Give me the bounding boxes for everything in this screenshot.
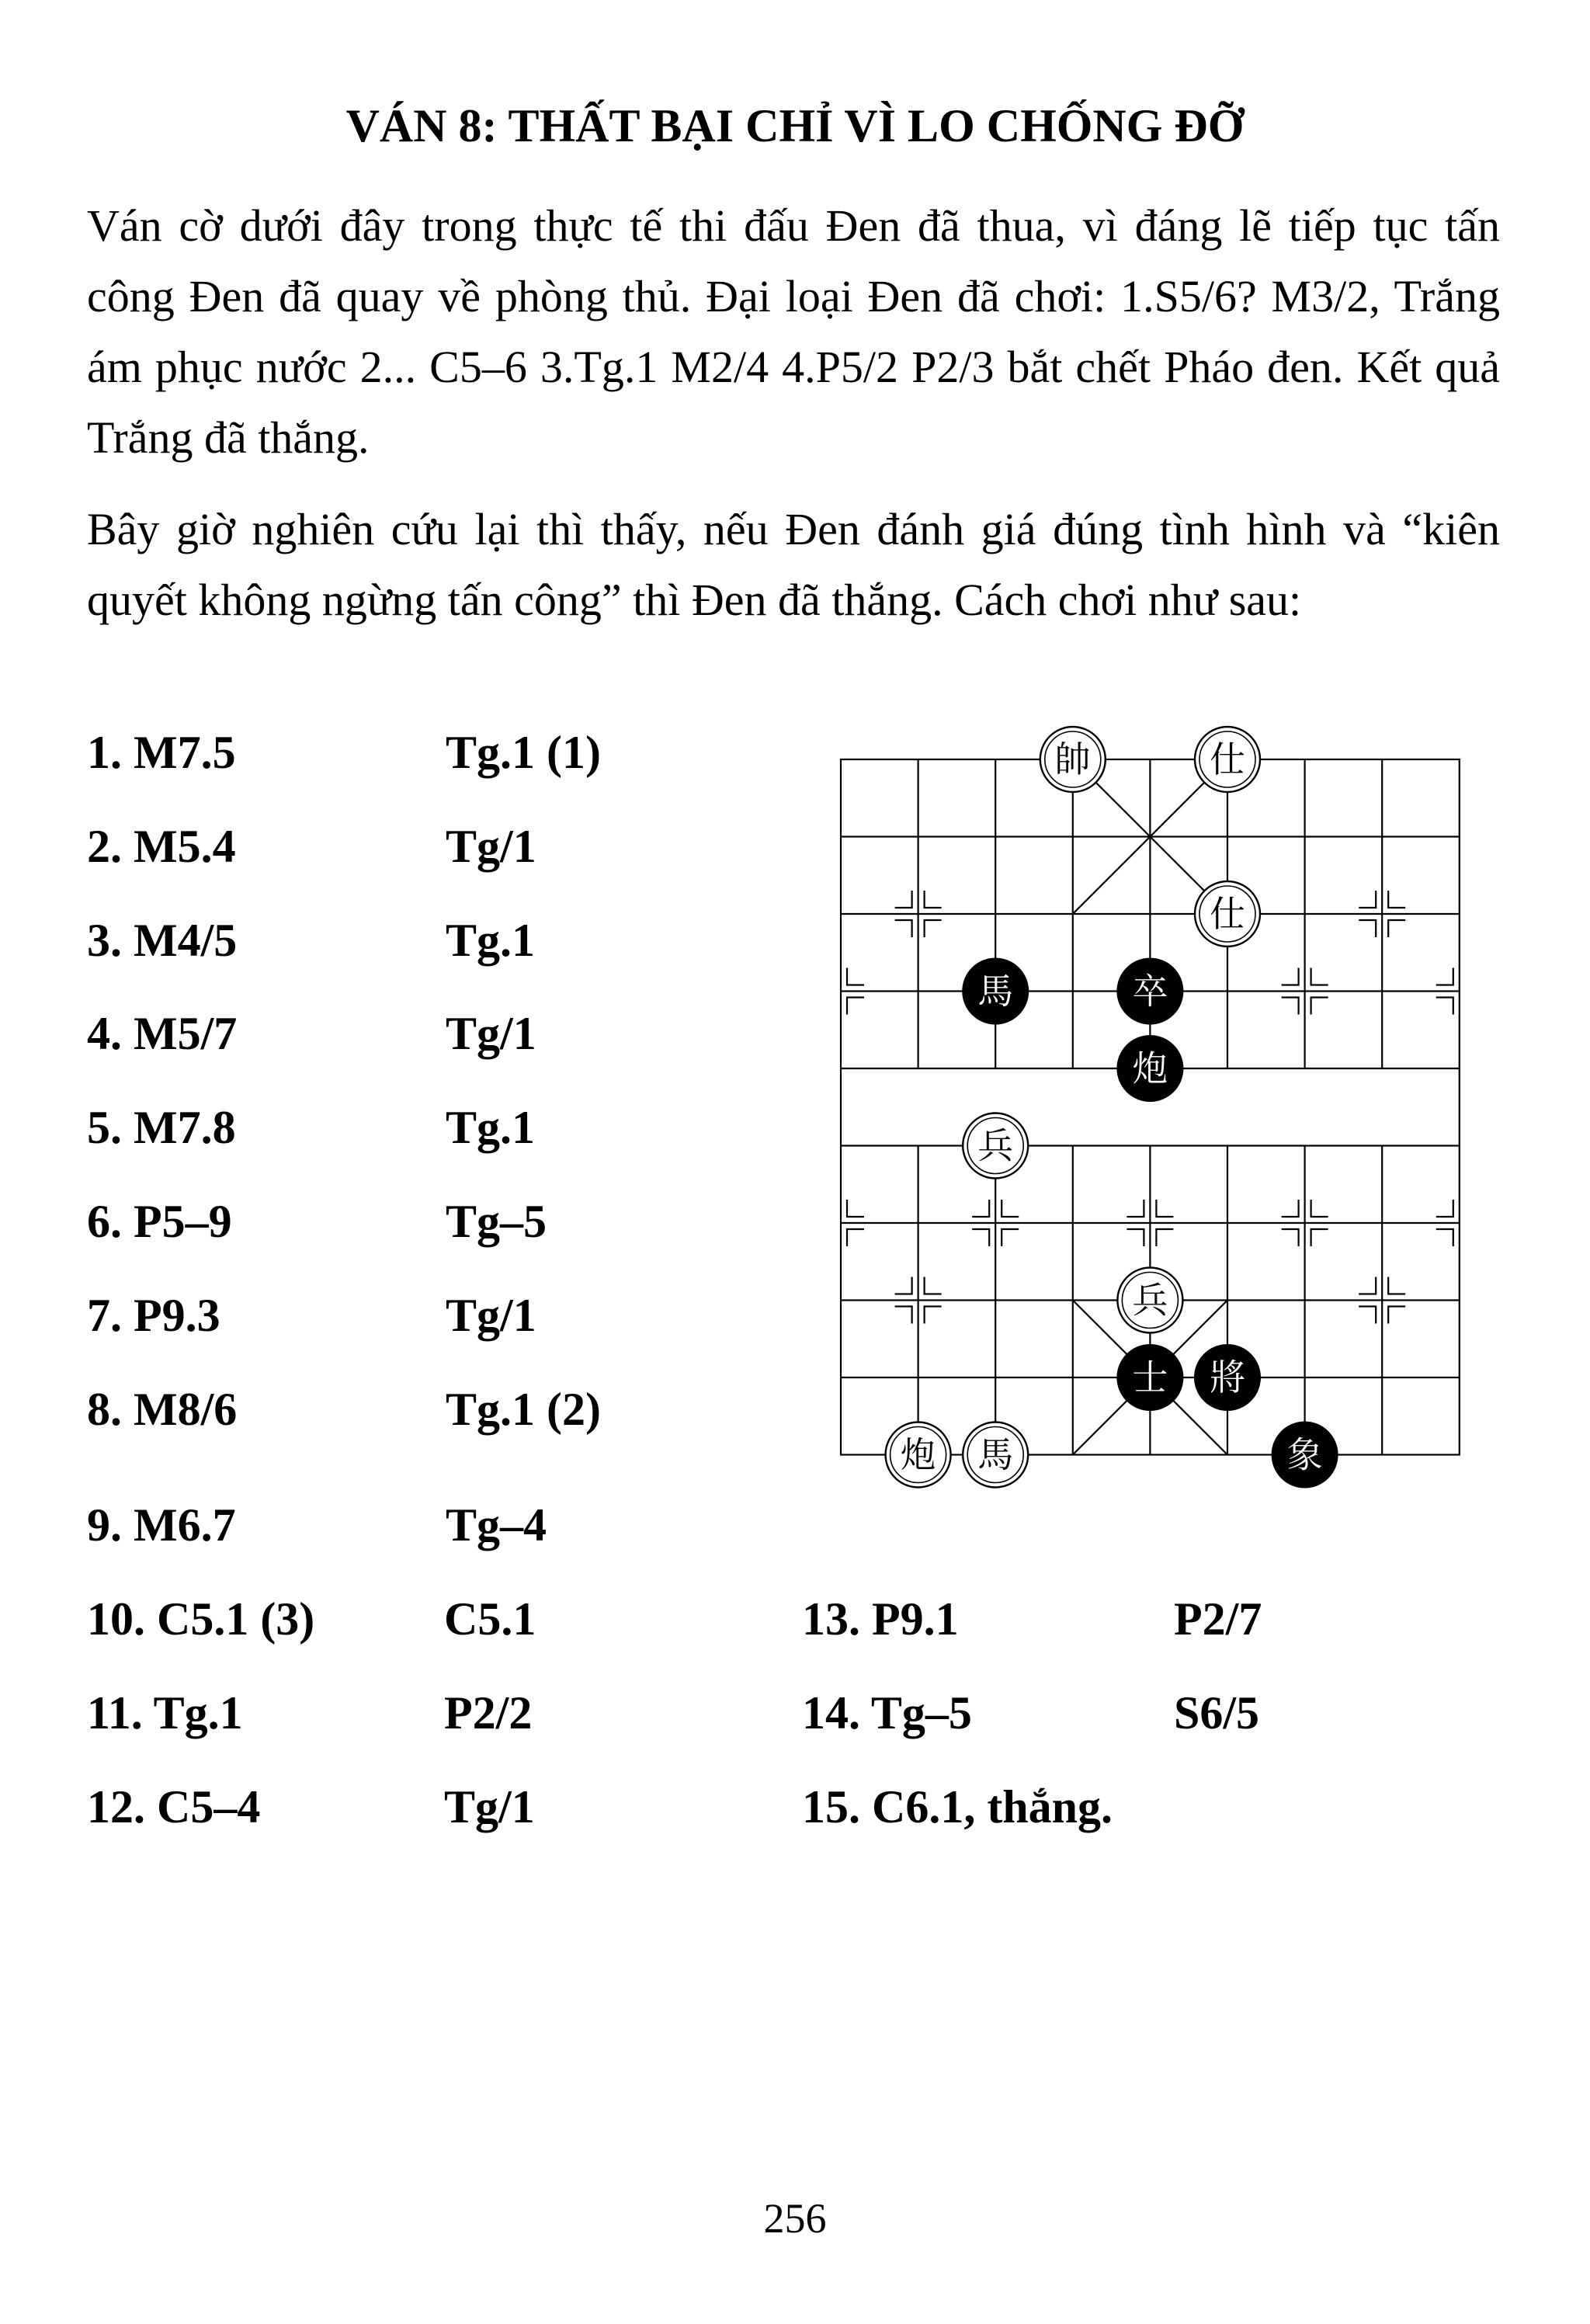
piece-char: 卒 (1132, 970, 1168, 1013)
move-black: 5. M7.8 (87, 1102, 236, 1153)
position-marker (1311, 1200, 1328, 1217)
move-black: 9. M6.7 (87, 1499, 236, 1551)
move-black: 11. Tg.1 (87, 1687, 243, 1739)
piece-char: 仕 (1210, 738, 1245, 780)
position-marker (1436, 1229, 1453, 1246)
move-black: 14. Tg–5 (802, 1687, 972, 1739)
position-marker (972, 1229, 989, 1246)
position-marker (895, 920, 912, 937)
page-title: VÁN 8: THẤT BẠI CHỈ VÌ LO CHỐNG ĐỠ (345, 100, 1245, 151)
piece-char: 炮 (1132, 1047, 1168, 1089)
position-marker (925, 1307, 942, 1324)
position-marker (1311, 968, 1328, 985)
position-marker (1359, 1277, 1376, 1294)
piece-char: 象 (1286, 1433, 1323, 1476)
piece-black (1117, 1345, 1182, 1410)
page-number: 256 (763, 2195, 827, 2242)
piece-char: 馬 (977, 970, 1014, 1013)
move-black: 6. P5–9 (87, 1196, 232, 1247)
move-white: Tg/1 (446, 821, 536, 872)
position-marker (847, 998, 864, 1015)
position-marker (1436, 998, 1453, 1015)
position-marker (1359, 1307, 1376, 1324)
position-marker (1311, 998, 1328, 1015)
piece-char: 兵 (977, 1124, 1014, 1167)
piece-char: 炮 (900, 1433, 936, 1476)
position-marker (1282, 998, 1299, 1015)
move-white: Tg/1 (446, 1290, 536, 1341)
position-marker (895, 1277, 912, 1294)
move-black: 10. C5.1 (3) (87, 1593, 315, 1645)
move-white: Tg.1 (446, 915, 536, 966)
position-marker (847, 1229, 864, 1246)
move-white: Tg/1 (444, 1781, 535, 1832)
position-marker (925, 1277, 942, 1294)
piece-white (1117, 1268, 1182, 1333)
position-marker (1127, 1229, 1144, 1246)
piece-char: 帥 (1054, 738, 1091, 780)
intro-paragraph: Ván cờ dưới đây trong thực tế thi đấu Đen đã thua, vì đáng lẽ tiếp tục tấn công Đen đã quay về phòng thủ. Đại loại Đen đã chơi: 1.S5/6? M3/2, Trắng ám phục nước 2... C5–6 3.Tg.1 M2/4 4.P5/2 P2/3 bắt chết Pháo đen. Kết quả Trắng đã thắng. (87, 200, 1500, 463)
position-marker (1388, 920, 1405, 937)
piece-char: 兵 (1132, 1279, 1168, 1322)
position-marker (895, 1307, 912, 1324)
move-black: 2. M5.4 (87, 821, 236, 872)
piece-char: 將 (1210, 1357, 1245, 1398)
xiangqi-board (827, 714, 1495, 1491)
position-marker (1388, 891, 1405, 908)
position-marker (1156, 1229, 1173, 1246)
analysis-paragraph: Bây giờ nghiên cứu lại thì thấy, nếu Đen đánh giá đúng tình hình và “kiên quyết không ngừng tấn công” thì Đen đã thắng. Cách chơi như sau: (87, 504, 1500, 625)
position-marker (925, 920, 942, 937)
position-marker (1282, 968, 1299, 985)
position-marker (895, 891, 912, 908)
position-marker (1002, 1229, 1019, 1246)
move-white: Tg–4 (446, 1499, 547, 1551)
piece-black (1272, 1423, 1338, 1488)
piece-char: 馬 (977, 1433, 1014, 1476)
piece-white (963, 1113, 1028, 1179)
position-marker (1127, 1200, 1144, 1217)
position-marker (925, 891, 942, 908)
position-marker (1436, 1200, 1453, 1217)
move-black: 12. C5–4 (87, 1781, 261, 1832)
move-black: 1. M7.5 (87, 727, 236, 778)
move-black: 7. P9.3 (87, 1290, 220, 1341)
move-black: 8. M8/6 (87, 1384, 238, 1435)
piece-char: 仕 (1210, 893, 1245, 935)
move-white: Tg/1 (446, 1008, 536, 1059)
position-marker (972, 1200, 989, 1217)
move-white: Tg.1 (2) (446, 1384, 601, 1435)
piece-white (1195, 881, 1260, 947)
move-white: C5.1 (444, 1593, 536, 1645)
piece-black (963, 959, 1028, 1024)
piece-char: 士 (1132, 1357, 1168, 1398)
position-marker (847, 968, 864, 985)
position-marker (847, 1200, 864, 1217)
position-marker (1002, 1200, 1019, 1217)
piece-white (886, 1423, 951, 1488)
position-marker (1311, 1229, 1328, 1246)
move-black: 13. P9.1 (802, 1593, 959, 1645)
position-marker (1359, 891, 1376, 908)
position-marker (1282, 1200, 1299, 1217)
move-black: 3. M4/5 (87, 915, 238, 966)
move-black: 15. C6.1, thắng. (802, 1781, 1113, 1832)
piece-white (1040, 727, 1106, 792)
move-white: S6/5 (1174, 1687, 1260, 1739)
piece-black (1117, 1036, 1182, 1101)
position-marker (1359, 920, 1376, 937)
move-black: 4. M5/7 (87, 1008, 238, 1059)
move-white: Tg–5 (446, 1196, 547, 1247)
position-marker (1388, 1307, 1405, 1324)
move-white: Tg.1 (446, 1102, 536, 1153)
position-marker (1436, 968, 1453, 985)
piece-black (1117, 959, 1182, 1024)
position-marker (1156, 1200, 1173, 1217)
piece-white (1195, 727, 1260, 792)
move-white: P2/7 (1174, 1593, 1262, 1645)
piece-white (963, 1423, 1028, 1488)
piece-black (1195, 1345, 1260, 1410)
move-white: Tg.1 (1) (446, 727, 601, 778)
move-white: P2/2 (444, 1687, 533, 1739)
position-marker (1282, 1229, 1299, 1246)
position-marker (1388, 1277, 1405, 1294)
